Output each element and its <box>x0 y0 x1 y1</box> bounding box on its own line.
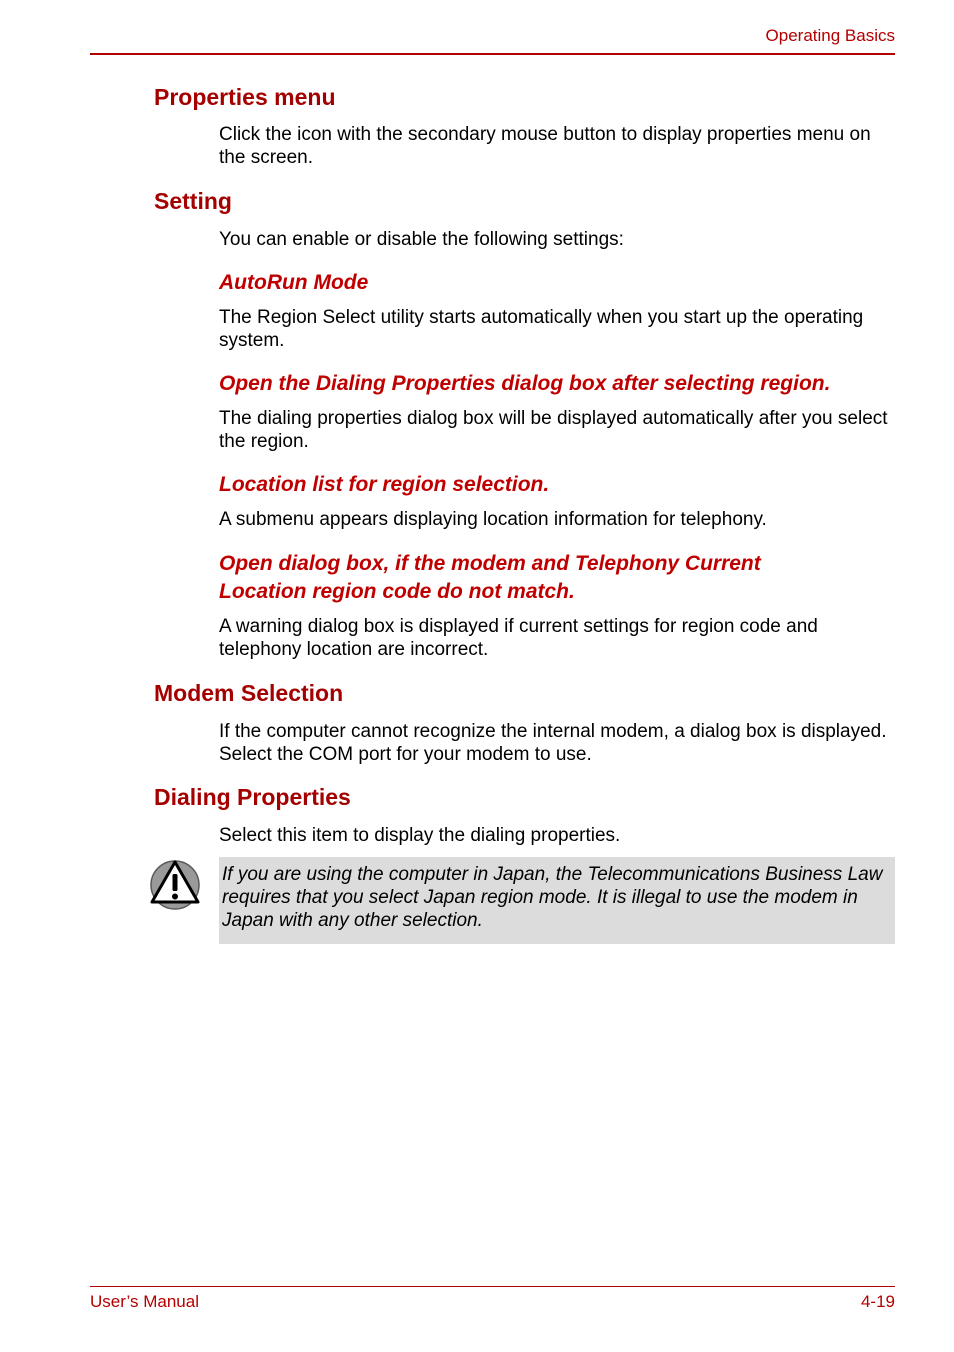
paragraph-modem-selection: If the computer cannot recognize the internal modem, a dialog box is displayed. Select the COM port for your modem to use. <box>219 721 887 765</box>
paragraph-open-dialing: The dialing properties dialog box will be displayed automatically after you select the region. <box>219 408 888 452</box>
note-box <box>219 857 895 944</box>
paragraph-autorun: The Region Select utility starts automatically when you start up the operating system. <box>219 307 864 351</box>
heading-properties-menu: Properties menu <box>154 84 336 110</box>
running-header: Operating Basics <box>765 26 895 45</box>
heading-modem-selection: Modem Selection <box>154 680 344 706</box>
page-number: 4-19 <box>860 1292 895 1311</box>
warning-icon <box>149 858 201 910</box>
heading-setting: Setting <box>154 188 232 214</box>
header-rule <box>90 53 895 55</box>
footer-rule <box>90 1286 895 1287</box>
heading-dialing-properties: Dialing Properties <box>154 784 351 810</box>
subheading-location-list: Location list for region selection. <box>219 473 550 496</box>
footer-manual-title: User’s Manual <box>90 1292 199 1311</box>
subheading-open-dialing: Open the Dialing Properties dialog box after selecting region. <box>219 372 831 395</box>
note-text: If you are using the computer in Japan, the Telecommunications Business Law requires that you select Japan region mode. It is illegal to use the modem in Japan with any other selection. <box>222 864 883 931</box>
paragraph-properties-menu: Click the icon with the secondary mouse button to display properties menu on the screen. <box>219 124 871 168</box>
paragraph-open-dialog-modem: A warning dialog box is displayed if current settings for region code and telephony location are incorrect. <box>219 616 818 660</box>
paragraph-location-list: A submenu appears displaying location information for telephony. <box>219 509 767 530</box>
subheading-autorun: AutoRun Mode <box>219 271 369 294</box>
paragraph-setting-intro: You can enable or disable the following settings: <box>219 229 624 250</box>
subheading-open-dialog-modem: Open dialog box, if the modem and Telephony Current Location region code do not match. <box>219 552 761 603</box>
paragraph-dialing-properties: Select this item to display the dialing properties. <box>219 825 621 846</box>
